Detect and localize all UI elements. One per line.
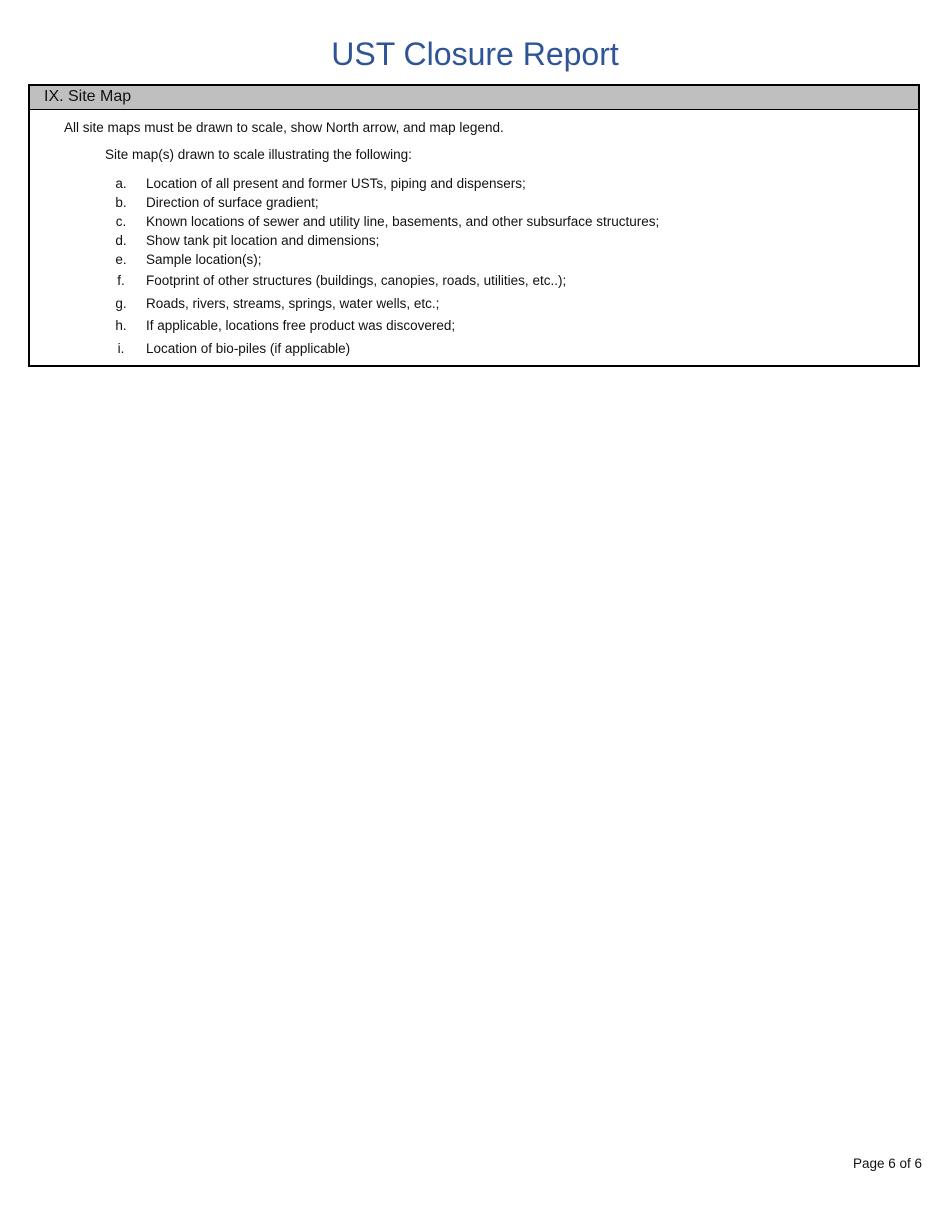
list-item-text: Direction of surface gradient; [146, 195, 319, 210]
list-item-text: Location of bio-piles (if applicable) [146, 341, 351, 356]
list-item-text: Sample location(s); [146, 252, 262, 267]
document-title: UST Closure Report [331, 36, 619, 72]
list-item-letter: d. [115, 233, 127, 248]
list-item-letter: i. [117, 341, 125, 356]
list-item-letter: e. [115, 252, 127, 267]
list-item-text: If applicable, locations free product was discovered; [146, 318, 456, 333]
section-heading: IX. Site Map [30, 86, 918, 110]
list-item-text: Known locations of sewer and utility line, basements, and other subsurface structures; [146, 214, 660, 229]
list-item-letter: h. [115, 318, 127, 333]
page-number: Page 6 of 6 [852, 1156, 922, 1171]
list-item-letter: b. [115, 195, 127, 210]
site-map-intro: All site maps must be drawn to scale, show North arrow, and map legend. [64, 120, 504, 135]
list-item-letter: g. [115, 296, 127, 311]
list-item-text: Footprint of other structures (buildings, canopies, roads, utilities, etc..); [146, 273, 567, 288]
site-map-subintro: Site map(s) drawn to scale illustrating the following: [105, 147, 412, 162]
list-item-letter: a. [115, 176, 127, 191]
site-map-section [28, 84, 920, 367]
list-item-text: Roads, rivers, streams, springs, water wells, etc.; [146, 296, 440, 311]
list-item-letter: c. [115, 214, 127, 229]
list-item-letter: f. [117, 273, 125, 288]
list-item-text: Show tank pit location and dimensions; [146, 233, 380, 248]
list-item-text: Location of all present and former USTs, piping and dispensers; [146, 176, 526, 191]
